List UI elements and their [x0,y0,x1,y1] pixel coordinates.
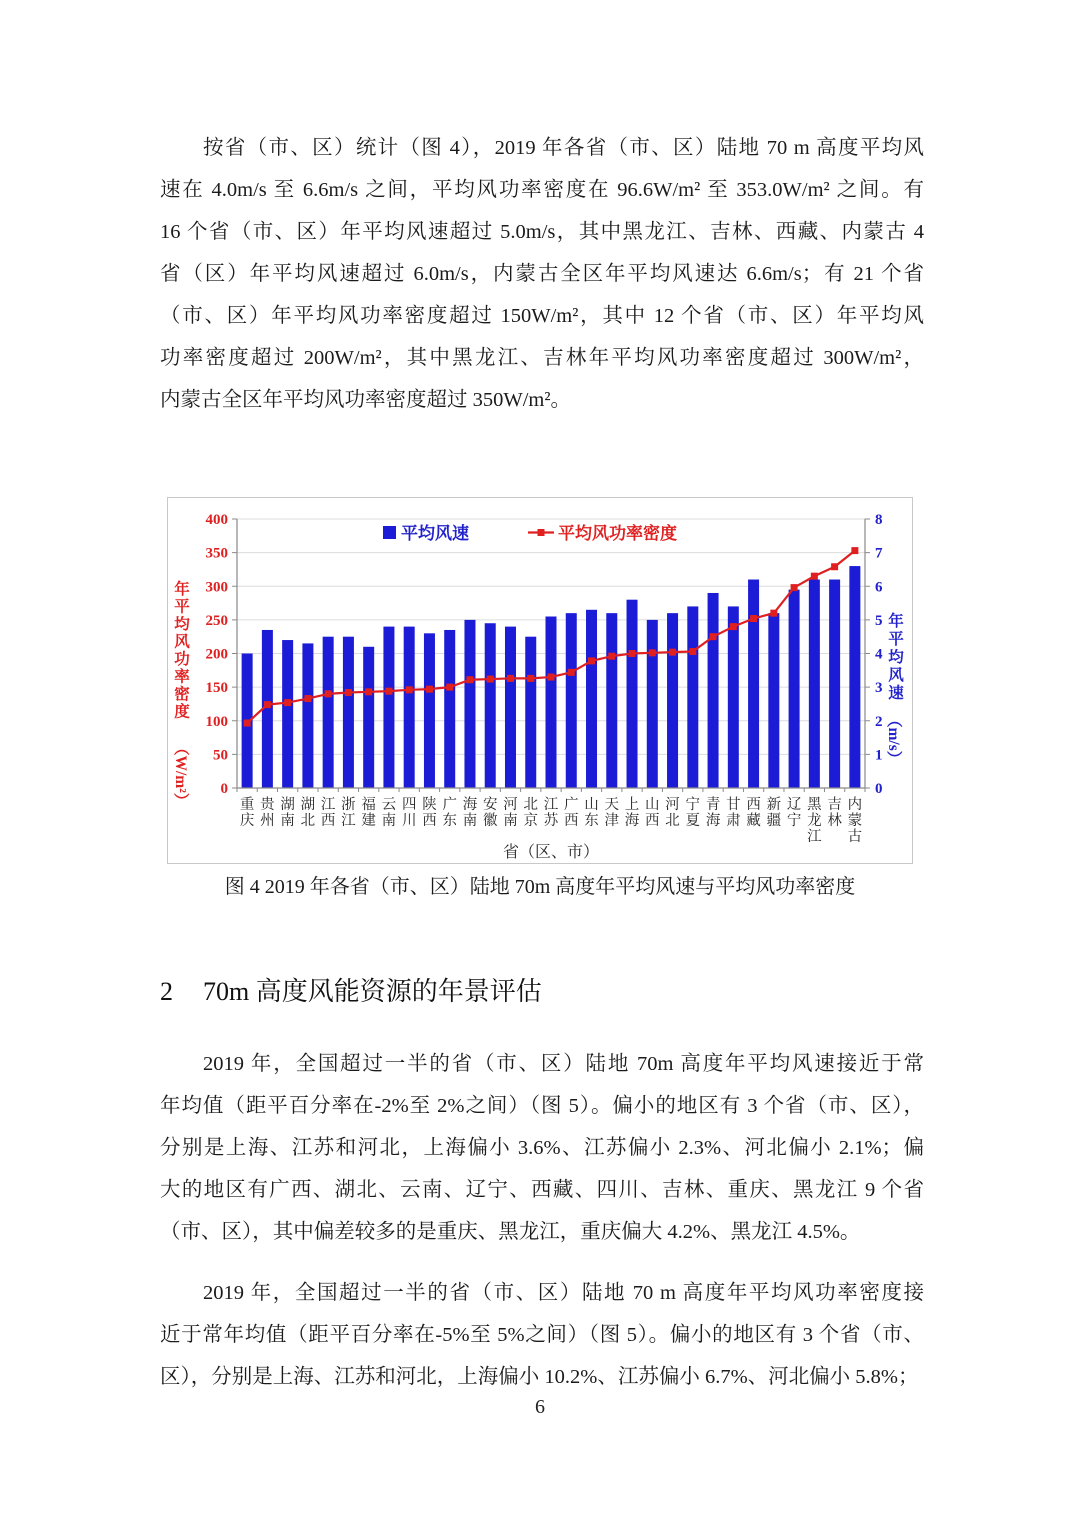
text-line: 年均值（距平百分率在-2%至 2%之间）（图 5）。偏小的地区有 3 个省（市、区）， [160,1095,924,1117]
left-axis-title: 度 [174,703,190,721]
left-axis-tick-label: 50 [213,747,228,764]
line-marker [325,690,332,697]
right-axis-title: 均 [888,649,904,666]
chart-bar [485,623,496,788]
chart-bar [606,613,617,788]
right-axis-tick-label: 4 [875,646,883,663]
left-axis-title-unit: （W/m²） [172,740,189,809]
text-line: （市、区）年平均风功率密度超过 150W/m²，其中 12 个省（市、区）年平均风 [160,305,924,327]
section-title: 70m 高度风能资源的年景评估 [203,977,542,1006]
x-category-label: 黑龙江 [807,797,822,845]
chart-bar [302,643,313,788]
x-category-label: 山东 [584,797,599,829]
left-axis-title: 密 [174,686,190,703]
text-line: 2019 年，全国超过一半的省（市、区）陆地 70 m 高度年平均风功率密度接 [203,1282,924,1304]
line-marker [730,623,737,630]
chart-bar [505,627,516,788]
line-marker [426,686,433,693]
legend-line-marker [538,529,545,536]
line-marker [548,674,555,681]
text-line: 2019 年，全国超过一半的省（市、区）陆地 70m 高度年平均风速接近于常 [203,1053,924,1075]
right-axis-title: 速 [888,685,904,702]
x-category-label: 宁夏 [685,797,701,829]
chart-bar [586,610,597,788]
x-category-label: 广东 [442,797,457,829]
x-category-label: 河北 [665,797,680,829]
chart-bar [464,620,475,788]
x-category-label: 西藏 [746,797,761,829]
paragraph-2 [160,1043,924,1253]
right-axis-tick-label: 2 [875,713,883,730]
legend-bar-label: 平均风速 [401,524,469,543]
chart-bar [687,606,698,788]
right-axis-title: 年 [888,613,904,630]
x-category-label: 内蒙古 [847,797,863,845]
line-marker [385,688,392,695]
x-category-label: 重庆 [239,797,255,829]
left-axis-title: 平 [174,598,190,616]
line-marker [689,648,696,655]
chart-bar [667,613,678,788]
chart-bar [809,580,820,788]
text-line: 大的地区有广西、湖北、云南、辽宁、西藏、四川、吉林、重庆、黑龙江 9 个省 [160,1179,924,1201]
line-marker [831,563,838,570]
line-marker [669,649,676,656]
right-axis-title: 平 [888,631,904,648]
chart-bar [282,640,293,788]
right-axis-tick-label: 7 [875,545,883,562]
x-category-label: 吉林 [827,797,842,829]
line-marker [507,675,514,682]
chart-bar [546,617,557,788]
left-axis-tick-label: 100 [205,713,228,730]
left-axis-title: 风 [174,633,190,651]
chart-bar [728,606,739,788]
chart-bar [708,593,719,788]
x-category-label: 江苏 [543,797,559,829]
line-marker [527,675,534,682]
x-category-label: 湖北 [300,797,316,829]
text-line: 分别是上海、江苏和河北，上海偏小 3.6%、江苏偏小 2.3%、河北偏小 2.1%；偏 [160,1137,924,1159]
line-marker [345,689,352,696]
line-marker [487,676,494,683]
right-axis-title-unit: （m/s） [885,712,902,767]
figure-4-svg [168,498,912,863]
x-category-label: 四川 [401,797,417,829]
left-axis-title: 率 [174,668,190,686]
page-number: 6 [535,1396,545,1418]
line-marker [770,610,777,617]
left-axis-tick-label: 150 [205,680,228,697]
right-axis-title: 风 [888,667,904,684]
chart-bar [789,590,800,788]
paragraph-3 [160,1272,924,1398]
x-category-label: 上海 [624,797,640,829]
left-axis-tick-label: 200 [205,646,228,663]
line-marker [446,684,453,691]
chart-bar [323,637,334,788]
line-marker [629,650,636,657]
chart-bar [647,620,658,788]
line-marker [406,686,413,693]
text-line: 按省（市、区）统计（图 4），2019 年各省（市、区）陆地 70 m 高度平均风 [203,137,924,159]
line-marker [608,653,615,660]
x-category-label: 山西 [645,797,660,829]
chart-bar [627,600,638,788]
x-category-label: 甘肃 [726,797,741,829]
section-number: 2 [160,977,173,1006]
x-category-label: 天津 [604,797,620,829]
x-category-label: 浙江 [341,797,356,829]
left-axis-tick-label: 350 [205,545,228,562]
line-marker [284,699,291,706]
section-heading [160,972,924,1012]
right-axis-tick-label: 0 [875,781,883,797]
chart-bar [566,613,577,788]
line-marker [851,547,858,554]
line-marker [811,573,818,580]
left-axis-tick-label: 0 [220,781,228,797]
chart-bar [768,613,779,788]
chart-bar [444,630,455,788]
text-line: （市、区），其中偏差较多的是重庆、黑龙江，重庆偏大 4.2%、黑龙江 4.5%。 [160,1221,861,1243]
figure-caption: 图 4 2019 年各省（市、区）陆地 70m 高度年平均风速与平均风功率密度 [224,876,856,898]
right-axis-tick-label: 1 [875,747,883,764]
line-marker [791,584,798,591]
text-line: 速在 4.0m/s 至 6.6m/s 之间，平均风功率密度在 96.6W/m² 至 353.0W/m² 之间。有 [160,179,924,201]
x-category-label: 海南 [462,797,478,829]
line-marker [568,669,575,676]
right-axis-tick-label: 6 [875,579,883,596]
x-category-label: 广西 [564,797,579,829]
x-axis-title: 省（区、市） [502,844,600,861]
legend-line-label: 平均风功率密度 [558,524,677,543]
text-line: 16 个省（市、区）年平均风速超过 5.0m/s，其中黑龙江、吉林、西藏、内蒙古 4 [160,221,924,243]
right-axis-tick-label: 8 [875,512,883,528]
line-marker [588,657,595,664]
x-category-label: 福建 [361,797,376,829]
right-axis-tick-label: 5 [875,612,883,629]
chart-bar [525,637,536,788]
left-axis-tick-label: 300 [205,579,228,596]
line-marker [264,701,271,708]
text-line: 近于常年均值（距平百分率在-5%至 5%之间）（图 5）。偏小的地区有 3 个省（市、 [160,1324,924,1346]
chart-bar [343,637,354,788]
x-category-label: 北京 [523,797,538,829]
x-category-label: 陕西 [422,797,437,829]
left-axis-title: 年 [174,581,190,598]
left-axis-title: 功 [174,651,190,668]
x-category-label: 青海 [705,797,721,829]
x-category-label: 安徽 [482,797,498,829]
text-line: 内蒙古全区年平均风功率密度超过 350W/m²。 [160,389,572,411]
paragraph-1 [160,127,924,421]
chart-bar [404,627,415,788]
chart-bar [383,627,394,788]
chart-bar [424,633,435,788]
legend-bar-swatch [383,526,396,539]
chart-bar [849,566,860,788]
line-marker [304,695,311,702]
x-category-label: 云南 [381,797,397,829]
line-marker [710,633,717,640]
line-marker [244,720,251,727]
chart-bar [748,580,759,788]
figure-4-chart [167,497,913,864]
line-marker [649,649,656,656]
right-axis-tick-label: 3 [875,680,883,697]
chart-bar [829,580,840,788]
left-axis-title: 均 [174,616,190,633]
left-axis-tick-label: 400 [205,512,228,528]
left-axis-tick-label: 250 [205,612,228,629]
line-marker [750,615,757,622]
text-line: 省（区）年平均风速超过 6.0m/s，内蒙古全区年平均风速达 6.6m/s；有 21 个省 [160,263,924,285]
x-category-label: 新疆 [766,797,782,829]
x-category-label: 江西 [320,797,336,829]
x-category-label: 湖南 [280,797,295,829]
x-category-label: 河南 [503,797,518,829]
line-marker [466,676,473,683]
text-line: 功率密度超过 200W/m²，其中黑龙江、吉林年平均风功率密度超过 300W/m²， [160,347,924,369]
x-category-label: 辽宁 [786,797,802,829]
line-marker [365,688,372,695]
chart-bar [363,647,374,788]
text-line: 区），分别是上海、江苏和河北，上海偏小 10.2%、江苏偏小 6.7%、河北偏小 5.8%； [160,1366,919,1388]
x-category-label: 贵州 [260,797,275,829]
